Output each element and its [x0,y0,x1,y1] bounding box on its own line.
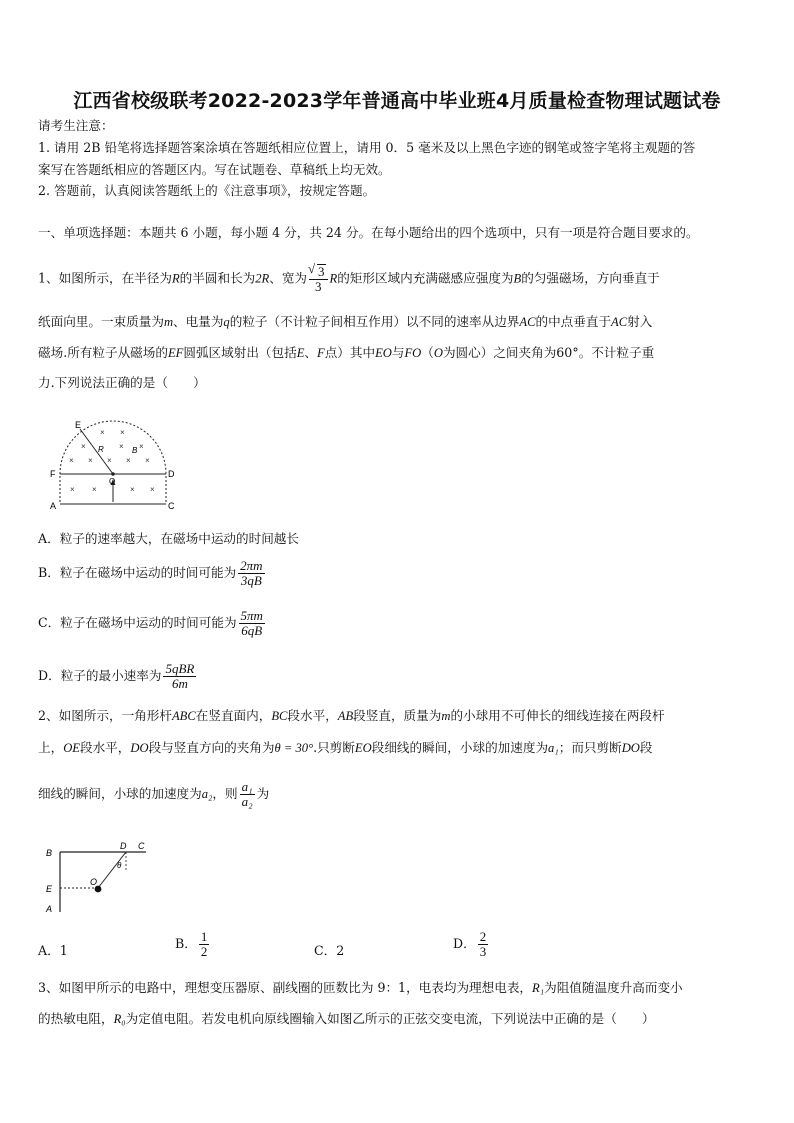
label-D: D [168,469,175,479]
label-R: R [98,445,104,454]
label-B: B [132,446,138,455]
q2-option-c: C．2 [314,943,345,958]
page-title: 江西省校级联考2022-2023学年普通高中毕业班4月质量检查物理试题试卷 [73,90,721,112]
q2-option-d: D． $\frac{2}{3}$ [453,929,487,959]
q2-option-a: A．1 [38,943,68,958]
q1-line-3: 磁场.所有粒子从磁场的EF圆弧区域射出（包括E、F点）其中EO与FO（O为圆心）之间夹角为60°。不计粒子重 [38,345,655,360]
q2-line-2: 上，OE段水平，DO段与竖直方向的夹角为θ = 30°.只剪断EO段细线的瞬间，小球的加速度为a₁；而只剪断DO段 [38,740,653,755]
notice-item-1-line-1: 1. 请用 2B 铅笔将选择题答案涂填在答题纸相应位置上，请用 0．5 毫米及以上黑色字迹的钢笔或签字笔将主观题的答 [38,140,696,155]
label-D: D [120,841,127,851]
thread-do [98,852,126,888]
q1-option-a: A．粒子的速率越大，在磁场中运动的时间越长 [38,531,299,546]
q3-line-2: 的热敏电阻，R₀为定值电阻。若发电机向原线圈输入如图乙所示的正弦交变电流，下列说法中正确的是（ ） [38,1011,655,1026]
center-dot [111,472,115,476]
sqrt3-over-3-fraction: √ $\frac{3}{3}$ [309,264,328,294]
q2-option-d-fraction: $\frac{2}{3}$ [479,929,487,959]
q2-option-b: B． $\frac{1}{2}$ [175,929,208,959]
label-O: O [109,477,116,486]
label-E: E [46,884,53,894]
label-A: A [50,501,57,511]
cross-8: × [107,456,112,465]
q1-option-d-fraction: $\frac{\text{5qBR}}{6m}$ [165,661,195,691]
q1-line-4: 力.下列说法正确的是（ ） [38,375,206,390]
q1-line-2: 纸面向里。一束质量为m、电量为q的粒子（不计粒子间相互作用）以不同的速率从边界AC的中点垂直于AC射入 [38,314,653,329]
cross-11: × [70,485,75,494]
q1-option-d: D．粒子的最小速率为 $\frac{\text{5qBR}}{6m}$ [38,661,195,691]
label-theta: θ [117,861,122,870]
q1-option-c: C．粒子在磁场中运动的时间可能为 $\frac{5\pi m}{6qB}$ [38,608,263,638]
cross-2: × [120,428,125,437]
cross-7: × [88,456,93,465]
cross-6: × [69,456,74,465]
cross-9: × [126,456,131,465]
label-F: F [50,469,56,479]
cross-10: × [145,456,150,465]
label-C: C [138,841,145,851]
label-E: E [75,420,82,430]
label-C: C [168,501,175,511]
section-heading: 一、单项选择题：本题共 6 小题，每小题 4 分，共 24 分。在每小题给出的四个选项中，只有一项是符合题目要求的。 [38,225,699,240]
q2-line-1: 2、如图所示，一角形杆ABC在竖直面内，BC段水平，AB段竖直，质量为m的小球用不可伸长的细线连接在两段杆 [38,708,665,723]
radius-line [80,429,113,474]
cross-14: × [150,485,155,494]
notice-item-2: 2. 答题前，认真阅读答题纸上的《注意事项》，按规定答题。 [38,183,376,198]
cross-12: × [92,485,97,494]
cross-1: × [100,428,105,437]
q3-line-1: 3、如图甲所示的电路中，理想变压器原、副线圈的匝数比为 9：1，电表均为理想电表，R₁为阻值随温度升高而变小 [38,980,683,995]
q1-option-c-fraction: $\frac{5\pi m}{6qB}$ [240,608,263,638]
notice-heading: 请考生注意： [38,118,114,133]
cross-3: × [81,442,86,451]
a1-over-a2-fraction: $\frac{\text{a₁}}{\text{a₂}}$ [241,779,253,809]
notice-item-1-line-2: 案写在答题纸相应的答题区内。写在试题卷、草稿纸上均无效。 [38,162,391,177]
q2-option-b-fraction: $\frac{1}{2}$ [200,929,208,959]
q1-line-1: 1、如图所示，在半径为R的半圆和长为2R、宽为 √ $\frac{3}{3}$ R的矩形区域内充满磁感应强度为B的匀强磁场，方向垂直于 [38,264,660,294]
label-A: A [46,904,53,914]
cross-4: × [119,442,124,451]
q1-figure [40,416,190,514]
label-O: O [90,877,98,887]
q2-figure [40,838,160,916]
q1-option-b: B．粒子在磁场中运动的时间可能为 $\frac{2\pi m}{3qB}$ [38,558,263,588]
q2-line-3: 细线的瞬间，小球的加速度为a₂，则 $\frac{\text{a₁}}{\text{a₂}}$ 为 [38,779,270,809]
q1-option-b-fraction: $\frac{2\pi m}{3qB}$ [240,558,263,588]
cross-5: × [139,442,144,451]
cross-13: × [130,485,135,494]
label-B: B [46,848,53,858]
